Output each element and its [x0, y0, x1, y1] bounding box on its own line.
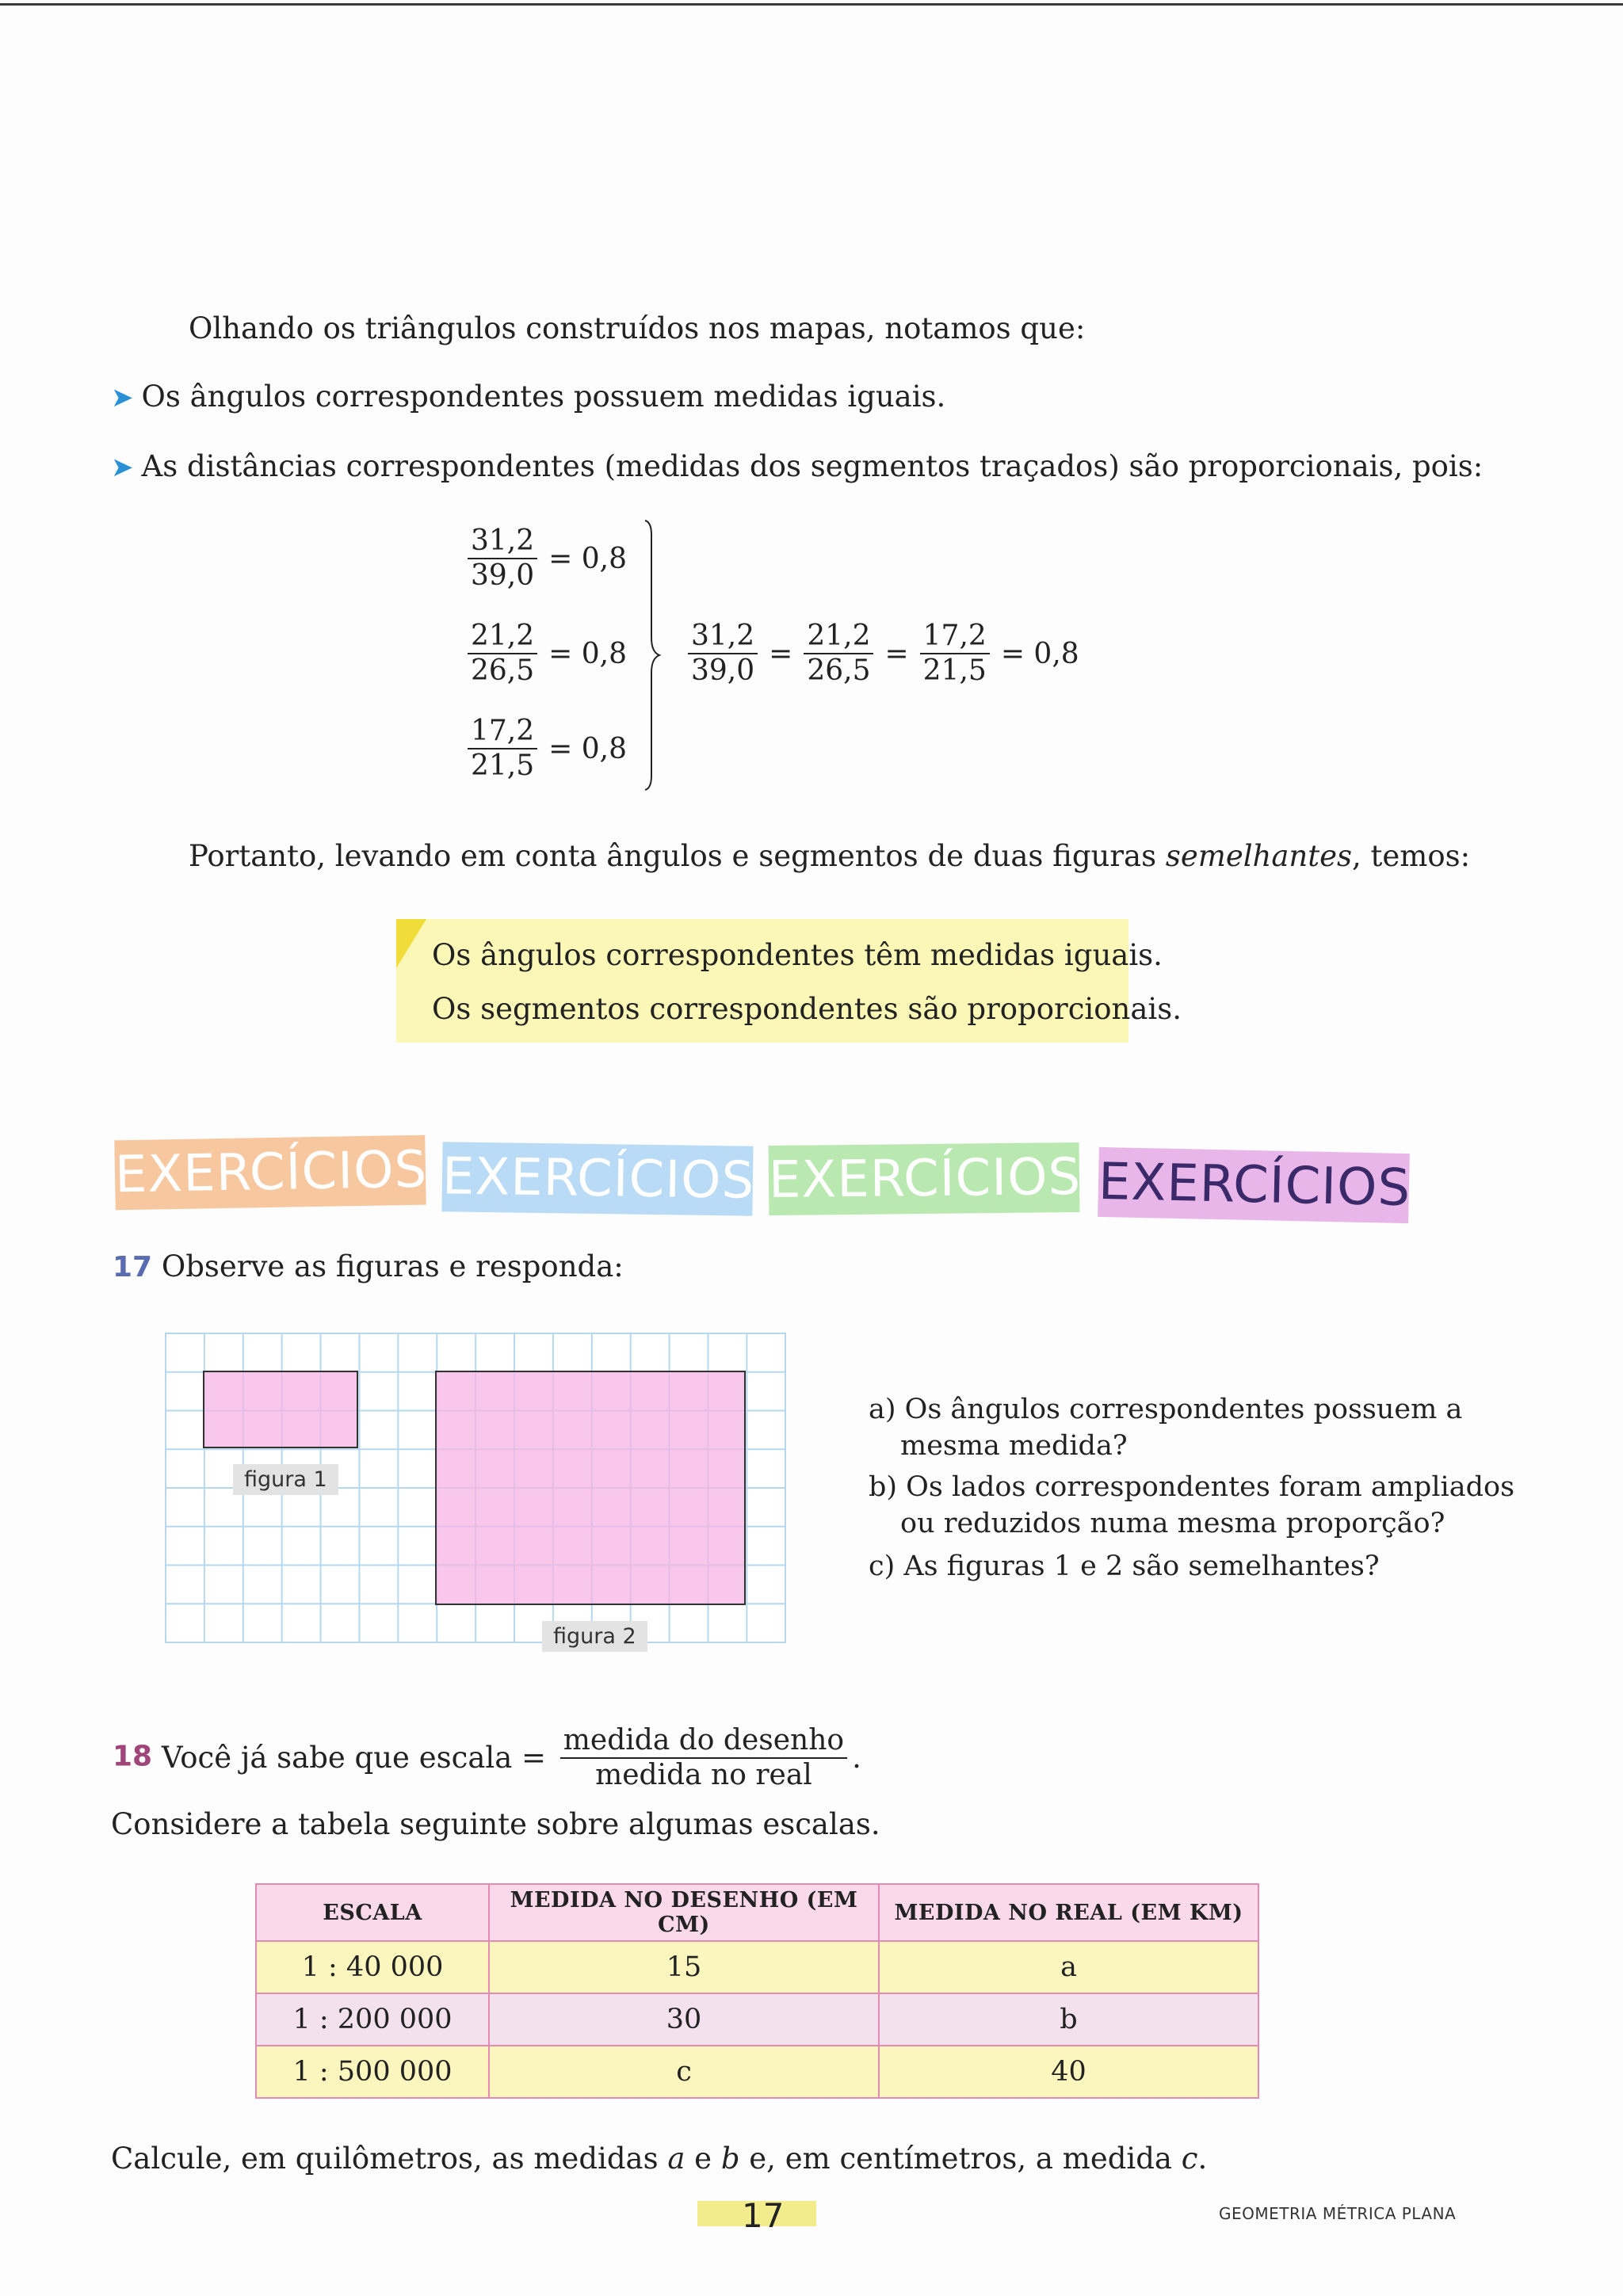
exercise-number: 18: [113, 1740, 153, 1773]
figure-2-label: figura 2: [542, 1621, 647, 1652]
scale-table: [255, 1883, 1259, 2099]
fraction: $\frac{17,2}{21,5}$: [468, 715, 537, 783]
conclusion-text: Portanto, levando em conta ângulos e segmentos de duas figuras semelhantes, temos:: [189, 839, 1471, 873]
figure-2-rectangle: [435, 1371, 746, 1605]
fraction: $\frac{21,2}{26,5}$: [804, 620, 873, 688]
combined-proportion: $\frac{31,2}{39,0}$ = $\frac{21,2}{26,5}$ = $\frac{17,2}{21,5}$ = 0,8: [688, 620, 1090, 688]
ratio-equation: $\frac{31,2}{39,0}$ = 0,8: [468, 524, 638, 593]
question-c: c) As figuras 1 e 2 são semelhantes?: [869, 1550, 1380, 1582]
table-row: 1 : 200 000 30 b: [256, 1993, 1258, 2046]
figure-1-rectangle: [203, 1371, 358, 1448]
table-header: MEDIDA NO DESENHO (EM CM): [489, 1884, 879, 1941]
exercise-banner: EXERCÍCIOS: [441, 1142, 753, 1215]
right-brace-icon: [640, 519, 672, 792]
page-number: 17: [697, 2201, 816, 2226]
highlight-line: Os ângulos correspondentes têm medidas iguais.: [432, 938, 1163, 972]
exercise-18-prompt: 18 Você já sabe que escala = $\frac{\text{medida do desenho}}{\text{medida no real}}$ .: [113, 1724, 861, 1791]
bullet-item: ➤ As distâncias correspondentes (medidas dos segmentos traçados) são proporcionais, pois:: [111, 449, 1484, 483]
highlight-box: [396, 919, 1182, 1043]
top-rule: [0, 3, 1623, 6]
arrow-icon: ➤: [111, 452, 134, 483]
consider-text: Considere a tabela seguinte sobre algumas escalas.: [111, 1807, 880, 1841]
intro-text: Olhando os triângulos construídos nos mapas, notamos que:: [189, 311, 1086, 345]
exercise-banner: EXERCÍCIOS: [114, 1135, 426, 1211]
fraction: $\frac{17,2}{21,5}$: [920, 620, 990, 688]
highlight-line: Os segmentos correspondentes são proporcionais.: [432, 992, 1182, 1026]
table-header: ESCALA: [256, 1884, 489, 1941]
fraction: $\frac{21,2}{26,5}$: [468, 620, 537, 688]
exercise-number: 17: [113, 1251, 153, 1283]
table-header: MEDIDA NO REAL (EM KM): [879, 1884, 1258, 1941]
box-corner-accent: [396, 919, 426, 968]
ratio-equation: $\frac{21,2}{26,5}$ = 0,8: [468, 620, 638, 688]
exercise-banner: EXERCÍCIOS: [769, 1142, 1080, 1215]
fraction: $\frac{31,2}{39,0}$: [468, 524, 537, 593]
question-a: a) Os ângulos correspondentes possuem a mesma medida?: [869, 1394, 1463, 1462]
table-row: 1 : 40 000 15 a: [256, 1941, 1258, 1993]
exercise-banner: EXERCÍCIOS: [1098, 1147, 1410, 1223]
fraction: $\frac{31,2}{39,0}$: [688, 620, 758, 688]
running-footer: GEOMETRIA MÉTRICA PLANA: [1219, 2204, 1457, 2223]
bullet-item: ➤ Os ângulos correspondentes possuem medidas iguais.: [111, 379, 946, 414]
exercise-17-prompt: 17 Observe as figuras e responda:: [113, 1249, 624, 1283]
scale-fraction: $\frac{\text{medida do desenho}}{\text{medida no real}}$: [560, 1724, 847, 1792]
table-row: 1 : 500 000 c 40: [256, 2046, 1258, 2098]
arrow-icon: ➤: [111, 382, 134, 414]
figure-1-label: figura 1: [233, 1464, 338, 1495]
ratio-equation: $\frac{17,2}{21,5}$ = 0,8: [468, 715, 638, 783]
calculate-instruction: Calcule, em quilômetros, as medidas a e b e, em centímetros, a medida c.: [111, 2142, 1208, 2176]
question-b: b) Os lados correspondentes foram ampliados ou reduzidos numa mesma proporção?: [869, 1471, 1515, 1539]
